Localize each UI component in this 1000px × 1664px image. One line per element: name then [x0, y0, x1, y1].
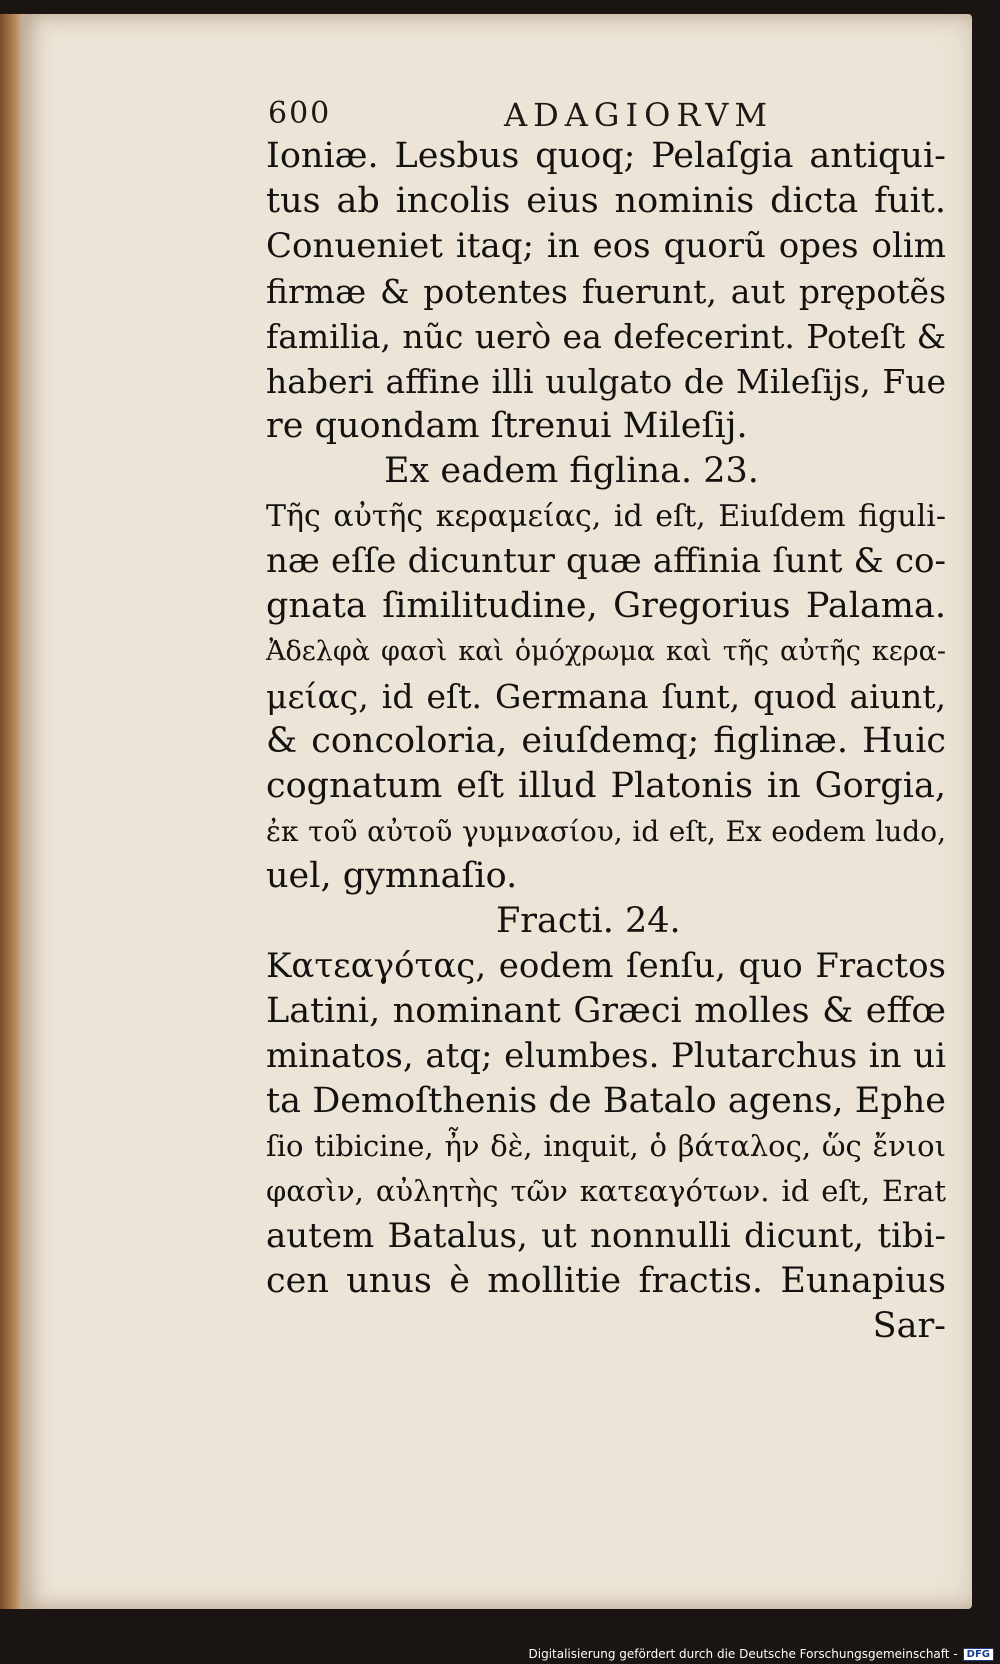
text-line: firmæ & potentes fuerunt, aut prępotẽs: [266, 272, 946, 311]
text-line: Conueniet itaq; in eos quorũ opes olim: [266, 226, 946, 266]
footer-credit: Digitalisierung gefördert durch die Deutsche Forschungsgemeinschaft -: [528, 1647, 958, 1661]
catchword: Sar-: [872, 1306, 946, 1346]
text-line: tus ab incolis eius nominis dicta fuit.: [266, 181, 946, 221]
text-line: haberi affine illi uulgato de Mileſijs, Fue: [266, 362, 946, 401]
running-head: ADAGIORVM: [504, 96, 774, 134]
text-line: & concoloria, eiuſdemq; figlinæ. Huic: [266, 721, 946, 761]
adage-heading-23: Ex eadem figlina. 23.: [384, 451, 759, 491]
text-line: familia, nũc uerò ea defecerint. Poteſt &: [266, 317, 946, 356]
body-text: [266, 134, 946, 1349]
text-line: Τῆς αὐτῆς κεραμείας, id eſt, Eiuſdem figuli-: [266, 499, 946, 534]
digitization-footer: [529, 1647, 995, 1661]
text-line: ta Demoſthenis de Batalo agens, Ephe: [266, 1081, 946, 1121]
text-line: ſio tibicine, ἦν δὲ, inquit, ὁ βάταλος, ὥς ἔνιοι: [266, 1129, 946, 1163]
text-line: næ eſſe dicuntur quæ affinia ſunt & co-: [266, 541, 946, 581]
text-line: Κατεαγότας, eodem ſenſu, quo Fractos: [266, 946, 946, 986]
adage-heading-24: Fracti. 24.: [496, 901, 681, 941]
text-line: Ioniæ. Lesbus quoq; Pelaſgia antiqui-: [266, 136, 946, 176]
text-line: minatos, atq; elumbes. Plutarchus in ui: [266, 1036, 946, 1076]
text-line: gnata ſimilitudine, Gregorius Palama.: [266, 586, 946, 626]
text-line: μείας, id eſt. Germana ſunt, quod aiunt,: [266, 677, 946, 716]
text-line: re quondam ſtrenui Mileſij.: [266, 406, 748, 446]
text-line: φασὶν, αὐλητὴς τῶν κατεαγότων. id eſt, Erat: [266, 1174, 946, 1208]
dfg-logo-icon: DFG: [963, 1648, 994, 1661]
text-line: ἐκ τοῦ αὐτοῦ γυμνασίου, id eſt, Ex eodem ludo,: [266, 815, 946, 848]
text-line: uel, gymnaſio.: [266, 856, 518, 896]
text-line: cognatum eſt illud Platonis in Gorgia,: [266, 766, 946, 806]
text-line: autem Batalus, ut nonnulli dicunt, tibi-: [266, 1216, 946, 1256]
text-line: Ἀδελφὰ φασὶ καὶ ὁμόχρωμα καὶ τῆς αὐτῆς κερα-: [266, 636, 946, 667]
page-header: [268, 96, 828, 136]
page-number: 600: [268, 96, 332, 131]
text-line: Latini, nominant Græci molles & effœ: [266, 991, 946, 1031]
text-line: cen unus è mollitie fractis. Eunapius: [266, 1261, 946, 1301]
